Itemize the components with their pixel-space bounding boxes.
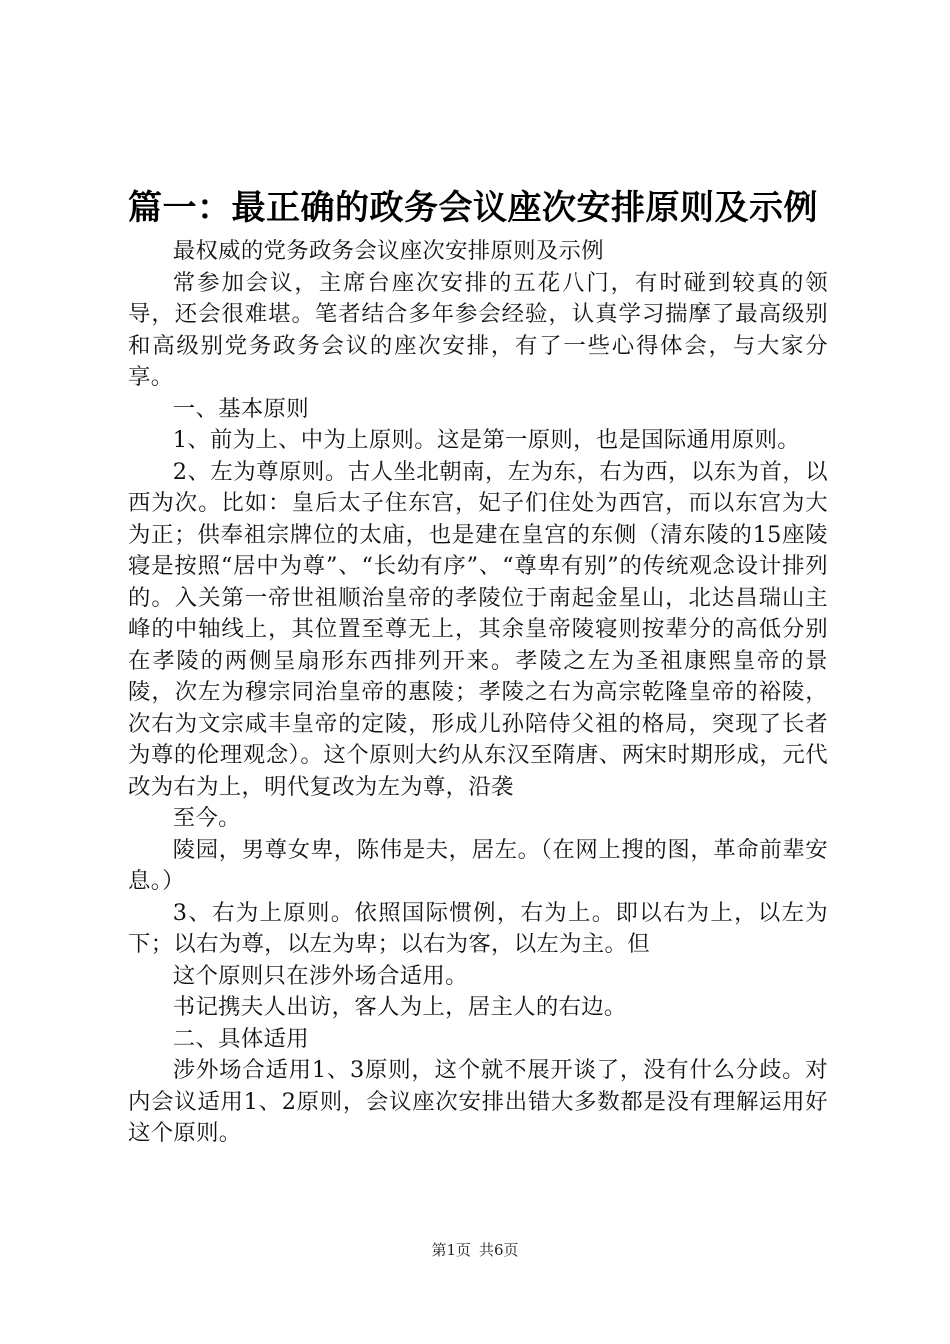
paragraph-subtitle: 最权威的党务政务会议座次安排原则及示例: [172, 238, 604, 264]
page-footer: [0, 1240, 950, 1260]
paragraph-principle-3-scope: 这个原则只在涉外场合适用。: [172, 962, 468, 989]
paragraph-image-caption-cemetery: 陵园，男尊女卑，陈伟是夫，居左。（在网上搜的图，革命前辈安息。）: [128, 836, 828, 894]
paragraph-image-caption-visit: 书记携夫人出访，客人为上，居主人的右边。: [172, 994, 627, 1020]
document-title: 篇一：最正确的政务会议座次安排原则及示例: [128, 188, 818, 228]
paragraph-principle-2-continued: 至今。: [172, 805, 241, 831]
page-number-current: 第1页: [431, 1241, 471, 1259]
document-body: [128, 236, 828, 1150]
paragraph-application: 涉外场合适用1、3原则，这个就不展开谈了，没有什么分歧。对内会议适用1、2原则，会议座次安排出错大多数都是没有理解运用好这个原则。: [128, 1057, 828, 1146]
paragraph-principle-1: 1、前为上、中为上原则。这是第一原则，也是国际通用原则。: [172, 427, 800, 453]
section-heading-application: 二、具体适用: [172, 1025, 309, 1052]
paragraph-intro: 常参加会议，主席台座次安排的五花八门，有时碰到较真的领导，还会很难堪。笔者结合多年参会经验，认真学习揣摩了最高级别和高级别党务政务会议的座次安排，有了一些心得体会，与大家分享。: [128, 269, 828, 390]
page-number-total: 共6页: [479, 1241, 519, 1259]
paragraph-principle-2: 2、左为尊原则。古人坐北朝南，左为东，右为西，以东为首，以西为次。比如：皇后太子住东宫，妃子们住处为西宫，而以东宫为大为正；供奉祖宗牌位的太庙，也是建在皇宫的东侧（清东陵的15座陵寝是按照“居中为尊”、“长幼有序”、“尊卑有别”的传统观念设计排列的。入关第一帝世祖顺治皇帝的孝陵位于南起金星山，北达昌瑞山主峰的中轴线上，其位置至尊无上，其余皇帝陵寝则按辈分的高低分别在孝陵的两侧呈扇形东西排列开来。孝陵之左为圣祖康熙皇帝的景陵，次左为穆宗同治皇帝的惠陵；孝陵之右为高宗乾隆皇帝的裕陵，次右为文宗咸丰皇帝的定陵，形成儿孙陪侍父祖的格局，突现了长者为尊的伦理观念）。这个原则大约从东汉至隋唐、两宋时期形成，元代改为右为上，明代复改为左为尊，沿袭: [128, 458, 828, 800]
paragraph-principle-3: 3、右为上原则。依照国际惯例，右为上。即以右为上，以左为下；以右为尊，以左为卑；以右为客，以左为主。但: [128, 899, 828, 957]
section-heading-basic-principles: 一、基本原则: [172, 395, 309, 422]
